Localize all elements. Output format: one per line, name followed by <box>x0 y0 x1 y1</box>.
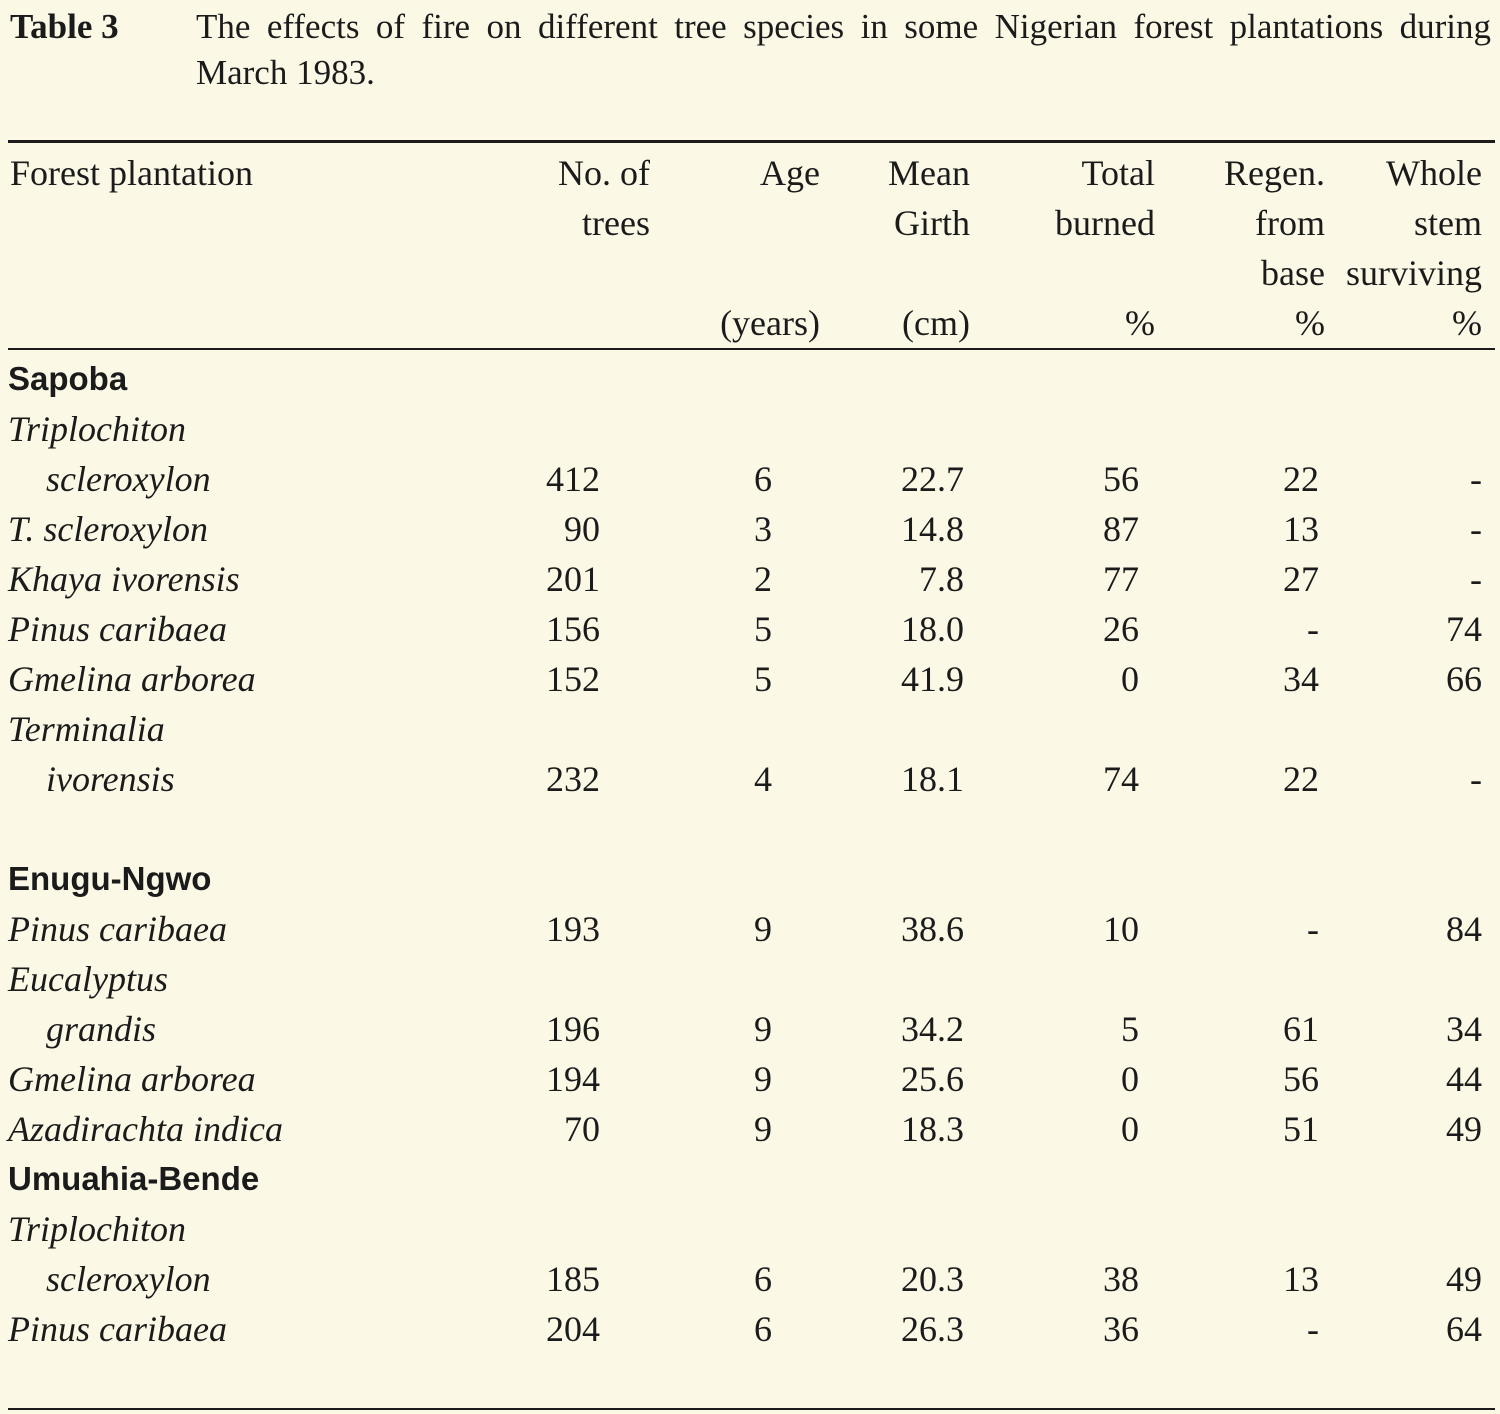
site-name: Sapoba <box>8 360 128 397</box>
cell-girth: 38.6 <box>901 909 964 949</box>
cell-trees: 185 <box>546 1259 600 1299</box>
cell-girth: 26.3 <box>901 1309 964 1349</box>
cell-regen: 61 <box>1283 1009 1319 1049</box>
table-row <box>8 1104 1482 1154</box>
table-row <box>8 1004 1482 1054</box>
cell-whole: - <box>1470 509 1482 549</box>
cell-trees: 156 <box>546 609 600 649</box>
cell-girth: 14.8 <box>901 509 964 549</box>
table-row <box>8 704 1482 754</box>
species-name: Pinus caribaea <box>8 909 227 949</box>
cell-trees: 232 <box>546 759 600 799</box>
cell-girth: 22.7 <box>901 459 964 499</box>
cell-age: 6 <box>754 459 772 499</box>
species-name-cont <box>8 754 508 804</box>
cell-trees: 193 <box>546 909 600 949</box>
site-row <box>8 854 1482 904</box>
table-row <box>8 754 1482 804</box>
species-name: T. scleroxylon <box>8 509 208 549</box>
species-name: Pinus caribaea <box>8 1309 227 1349</box>
species-name: Eucalyptus <box>8 959 168 999</box>
header-plantation: Forest plantation <box>10 153 253 193</box>
cell-whole: 84 <box>1446 909 1482 949</box>
species-name: scleroxylon <box>46 1259 211 1299</box>
table-bottom-rule <box>8 1408 1495 1410</box>
cell-age: 2 <box>754 559 772 599</box>
table-row <box>8 1304 1482 1354</box>
species-name-cont <box>8 1004 508 1054</box>
cell-whole: 49 <box>1446 1259 1482 1299</box>
header-whole <box>1320 148 1482 348</box>
cell-age: 6 <box>754 1309 772 1349</box>
species-name: Khaya ivorensis <box>8 559 240 599</box>
table-row <box>8 904 1482 954</box>
cell-whole: 49 <box>1446 1109 1482 1149</box>
header-burned <box>1010 148 1155 348</box>
cell-girth: 18.0 <box>901 609 964 649</box>
cell-trees: 204 <box>546 1309 600 1349</box>
table-row <box>8 554 1482 604</box>
species-name: Azadirachta indica <box>8 1109 283 1149</box>
header-burned-line: Total <box>1081 153 1155 193</box>
header-regen <box>1175 148 1325 348</box>
cell-girth: 20.3 <box>901 1259 964 1299</box>
spacer-cell <box>8 804 1482 854</box>
header-age-line: Age <box>760 153 820 193</box>
cell-age: 6 <box>754 1259 772 1299</box>
header-burned-line: % <box>1125 303 1155 343</box>
header-regen-line: % <box>1295 303 1325 343</box>
cell-trees: 152 <box>546 659 600 699</box>
cell-burned: 38 <box>1103 1259 1139 1299</box>
table-row <box>8 604 1482 654</box>
cell-girth: 7.8 <box>919 559 964 599</box>
cell-age: 3 <box>754 509 772 549</box>
site-name: Enugu-Ngwo <box>8 860 212 897</box>
site-row <box>8 1154 1482 1204</box>
cell-trees: 90 <box>564 509 600 549</box>
cell-whole: 34 <box>1446 1009 1482 1049</box>
header-girth-line: Girth <box>894 203 970 243</box>
cell-regen: 51 <box>1283 1109 1319 1149</box>
cell-regen: 13 <box>1283 509 1319 549</box>
cell-age: 9 <box>754 1059 772 1099</box>
cell-girth: 18.3 <box>901 1109 964 1149</box>
cell-trees: 201 <box>546 559 600 599</box>
cell-burned: 10 <box>1103 909 1139 949</box>
cell-regen: 34 <box>1283 659 1319 699</box>
cell-girth: 41.9 <box>901 659 964 699</box>
cell-age: 9 <box>754 1109 772 1149</box>
cell-burned: 0 <box>1121 1059 1139 1099</box>
header-trees <box>500 148 650 248</box>
fire-effects-table <box>8 354 1482 1354</box>
header-age-line: (years) <box>720 303 820 343</box>
cell-age: 4 <box>754 759 772 799</box>
header-whole-line: surviving <box>1345 253 1482 293</box>
cell-whole: - <box>1470 459 1482 499</box>
cell-whole: 64 <box>1446 1309 1482 1349</box>
species-name: ivorensis <box>46 759 175 799</box>
table-row <box>8 654 1482 704</box>
cell-regen: - <box>1307 1309 1319 1349</box>
cell-trees: 196 <box>546 1009 600 1049</box>
cell-girth: 18.1 <box>901 759 964 799</box>
cell-trees: 412 <box>546 459 600 499</box>
cell-age: 5 <box>754 659 772 699</box>
header-whole-line: Whole <box>1386 153 1482 193</box>
cell-burned: 77 <box>1103 559 1139 599</box>
spacer-row <box>8 804 1482 854</box>
header-trees-line: No. of <box>558 153 650 193</box>
cell-regen: 27 <box>1283 559 1319 599</box>
cell-whole: - <box>1470 759 1482 799</box>
cell-regen: - <box>1307 609 1319 649</box>
site-row <box>8 354 1482 404</box>
cell-regen: 13 <box>1283 1259 1319 1299</box>
species-name-cont <box>8 454 508 504</box>
cell-regen: - <box>1307 909 1319 949</box>
species-name: scleroxylon <box>46 459 211 499</box>
species-name: grandis <box>46 1009 157 1049</box>
cell-burned: 26 <box>1103 609 1139 649</box>
cell-whole: 74 <box>1446 609 1482 649</box>
cell-burned: 0 <box>1121 659 1139 699</box>
cell-girth: 34.2 <box>901 1009 964 1049</box>
table-row <box>8 1054 1482 1104</box>
header-girth-line: (cm) <box>902 303 970 343</box>
table-row <box>8 454 1482 504</box>
species-name: Pinus caribaea <box>8 609 227 649</box>
header-whole-line: stem <box>1414 203 1482 243</box>
cell-burned: 0 <box>1121 1109 1139 1149</box>
header-trees-line: trees <box>582 203 650 243</box>
cell-trees: 194 <box>546 1059 600 1099</box>
table-label: Table 3 <box>10 7 119 46</box>
species-name: Gmelina arborea <box>8 659 256 699</box>
table-caption-text: The effects of fire on different tree species in some Nigerian forest plantations during March 1983. <box>196 7 1491 92</box>
cell-age: 9 <box>754 909 772 949</box>
cell-regen: 22 <box>1283 459 1319 499</box>
header-regen-line: base <box>1261 253 1325 293</box>
cell-whole: 66 <box>1446 659 1482 699</box>
table-row <box>8 954 1482 1004</box>
species-name: Terminalia <box>8 709 165 749</box>
header-girth <box>830 148 970 348</box>
header-bottom-rule <box>8 348 1495 350</box>
table-row <box>8 404 1482 454</box>
cell-burned: 36 <box>1103 1309 1139 1349</box>
cell-age: 5 <box>754 609 772 649</box>
species-name-cont <box>8 1254 508 1304</box>
cell-girth: 25.6 <box>901 1059 964 1099</box>
table-row <box>8 1254 1482 1304</box>
table-row <box>8 504 1482 554</box>
cell-whole: - <box>1470 559 1482 599</box>
cell-age: 9 <box>754 1009 772 1049</box>
header-whole-line: % <box>1452 303 1482 343</box>
header-age <box>660 148 820 348</box>
table-top-rule <box>8 140 1495 143</box>
species-name: Gmelina arborea <box>8 1059 256 1099</box>
cell-burned: 74 <box>1103 759 1139 799</box>
cell-trees: 70 <box>564 1109 600 1149</box>
species-name: Triplochiton <box>8 1209 187 1249</box>
cell-burned: 87 <box>1103 509 1139 549</box>
species-name: Triplochiton <box>8 409 187 449</box>
cell-regen: 56 <box>1283 1059 1319 1099</box>
header-burned-line: burned <box>1055 203 1155 243</box>
cell-burned: 56 <box>1103 459 1139 499</box>
header-regen-line: Regen. <box>1224 153 1325 193</box>
header-regen-line: from <box>1255 203 1325 243</box>
cell-burned: 5 <box>1121 1009 1139 1049</box>
cell-whole: 44 <box>1446 1059 1482 1099</box>
cell-regen: 22 <box>1283 759 1319 799</box>
table-row <box>8 1204 1482 1254</box>
header-girth-line: Mean <box>888 153 970 193</box>
site-name: Umuahia-Bende <box>8 1160 260 1197</box>
